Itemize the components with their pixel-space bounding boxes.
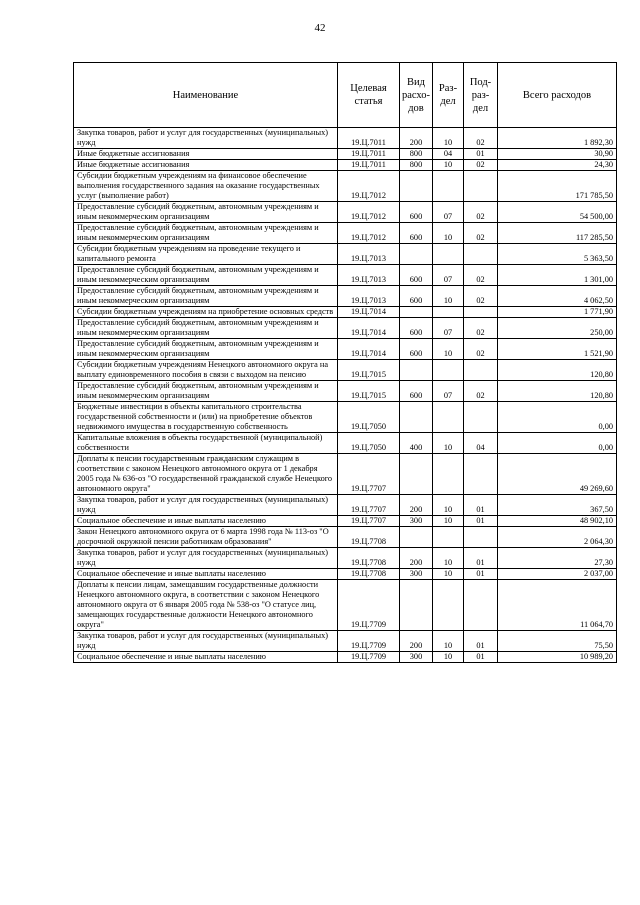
- cell-name: Предоставление субсидий бюджетным, автономным учреждениям и иным некоммерческим организациям: [74, 318, 338, 339]
- cell-article: 19.Ц.7707: [338, 516, 400, 527]
- cell-subsection: [464, 580, 498, 631]
- cell-subsection: [464, 307, 498, 318]
- table-row: [74, 149, 617, 160]
- cell-article: 19.Ц.7014: [338, 307, 400, 318]
- cell-total: 49 269,60: [498, 454, 617, 495]
- cell-total: 0,00: [498, 402, 617, 433]
- cell-expense-type: 800: [400, 149, 433, 160]
- cell-name: Закупка товаров, работ и услуг для государственных (муниципальных) нужд: [74, 128, 338, 149]
- cell-name: Субсидии бюджетным учреждениям Ненецкого автономного округа на выплату единовременного пособия в связи с выходом на пенсию: [74, 360, 338, 381]
- cell-subsection: [464, 171, 498, 202]
- cell-total: 171 785,50: [498, 171, 617, 202]
- cell-subsection: 02: [464, 318, 498, 339]
- cell-subsection: 02: [464, 265, 498, 286]
- cell-section: [433, 402, 464, 433]
- cell-name: Предоставление субсидий бюджетным, автономным учреждениям и иным некоммерческим организациям: [74, 339, 338, 360]
- cell-article: 19.Ц.7709: [338, 580, 400, 631]
- header-article: Целевая статья: [338, 63, 400, 128]
- cell-name: Доплаты к пенсии государственным гражданским служащим в соответствии с законом Ненецкого автономного округа от 1 декабря 2005 года № 636-оз "О государственной гражданской службе Ненецкого автономного округа": [74, 454, 338, 495]
- cell-expense-type: 600: [400, 265, 433, 286]
- cell-subsection: 02: [464, 339, 498, 360]
- cell-total: 1 892,30: [498, 128, 617, 149]
- cell-expense-type: 300: [400, 652, 433, 663]
- cell-total: 4 062,50: [498, 286, 617, 307]
- cell-expense-type: 600: [400, 381, 433, 402]
- cell-expense-type: [400, 244, 433, 265]
- cell-article: 19.Ц.7014: [338, 339, 400, 360]
- cell-name: Закупка товаров, работ и услуг для государственных (муниципальных) нужд: [74, 495, 338, 516]
- header-subsection: Под-раз-дел: [464, 63, 498, 128]
- cell-section: 10: [433, 652, 464, 663]
- table-row: [74, 548, 617, 569]
- cell-section: 10: [433, 548, 464, 569]
- cell-total: 2 037,00: [498, 569, 617, 580]
- cell-section: 10: [433, 569, 464, 580]
- cell-article: 19.Ц.7707: [338, 495, 400, 516]
- cell-subsection: [464, 360, 498, 381]
- cell-total: 30,90: [498, 149, 617, 160]
- cell-total: 120,80: [498, 381, 617, 402]
- cell-name: Капитальные вложения в объекты государственной (муниципальной) собственности: [74, 433, 338, 454]
- cell-total: 75,50: [498, 631, 617, 652]
- table-row: [74, 318, 617, 339]
- cell-article: 19.Ц.7011: [338, 149, 400, 160]
- table-row: [74, 631, 617, 652]
- table-row: [74, 580, 617, 631]
- cell-subsection: 02: [464, 160, 498, 171]
- table-body: [74, 128, 617, 663]
- cell-subsection: 01: [464, 569, 498, 580]
- cell-article: 19.Ц.7013: [338, 286, 400, 307]
- cell-expense-type: [400, 360, 433, 381]
- cell-section: 07: [433, 202, 464, 223]
- table-row: [74, 652, 617, 663]
- cell-expense-type: 200: [400, 128, 433, 149]
- cell-section: 10: [433, 516, 464, 527]
- cell-name: Закупка товаров, работ и услуг для государственных (муниципальных) нужд: [74, 631, 338, 652]
- table-row: [74, 160, 617, 171]
- table-row: [74, 454, 617, 495]
- cell-total: 367,50: [498, 495, 617, 516]
- cell-total: 1 771,90: [498, 307, 617, 318]
- cell-subsection: 04: [464, 433, 498, 454]
- table-row: [74, 128, 617, 149]
- cell-name: Субсидии бюджетным учреждениям на проведение текущего и капитального ремонта: [74, 244, 338, 265]
- cell-section: [433, 580, 464, 631]
- cell-subsection: 01: [464, 652, 498, 663]
- table-row: [74, 495, 617, 516]
- cell-total: 11 064,70: [498, 580, 617, 631]
- cell-total: 48 902,10: [498, 516, 617, 527]
- cell-section: 10: [433, 433, 464, 454]
- table-row: [74, 307, 617, 318]
- cell-article: 19.Ц.7012: [338, 171, 400, 202]
- cell-subsection: 01: [464, 631, 498, 652]
- cell-name: Предоставление субсидий бюджетным, автономным учреждениям и иным некоммерческим организациям: [74, 223, 338, 244]
- cell-section: 07: [433, 318, 464, 339]
- table-row: [74, 569, 617, 580]
- cell-name: Бюджетные инвестиции в объекты капитального строительства государственной собственности и (или) на приобретение объектов недвижимого имущества в государственную собственность: [74, 402, 338, 433]
- cell-subsection: [464, 402, 498, 433]
- cell-expense-type: 800: [400, 160, 433, 171]
- table-header-row: [74, 63, 617, 128]
- cell-total: 120,80: [498, 360, 617, 381]
- header-section: Раз-дел: [433, 63, 464, 128]
- cell-section: 10: [433, 160, 464, 171]
- cell-subsection: 02: [464, 381, 498, 402]
- cell-total: 117 285,50: [498, 223, 617, 244]
- table-row: [74, 286, 617, 307]
- cell-expense-type: 200: [400, 631, 433, 652]
- cell-expense-type: 200: [400, 548, 433, 569]
- budget-table: [73, 62, 617, 663]
- cell-section: 10: [433, 128, 464, 149]
- cell-subsection: 01: [464, 495, 498, 516]
- table-row: [74, 223, 617, 244]
- cell-expense-type: [400, 307, 433, 318]
- cell-name: Социальное обеспечение и иные выплаты населению: [74, 516, 338, 527]
- cell-name: Иные бюджетные ассигнования: [74, 160, 338, 171]
- header-total: Всего расходов: [498, 63, 617, 128]
- cell-section: 10: [433, 286, 464, 307]
- table-row: [74, 381, 617, 402]
- cell-total: 5 363,50: [498, 244, 617, 265]
- table-row: [74, 402, 617, 433]
- cell-total: 27,30: [498, 548, 617, 569]
- cell-subsection: 02: [464, 286, 498, 307]
- table-row: [74, 244, 617, 265]
- cell-total: 10 989,20: [498, 652, 617, 663]
- cell-article: 19.Ц.7050: [338, 433, 400, 454]
- cell-total: 250,00: [498, 318, 617, 339]
- cell-article: 19.Ц.7011: [338, 128, 400, 149]
- cell-name: Иные бюджетные ассигнования: [74, 149, 338, 160]
- cell-expense-type: [400, 402, 433, 433]
- cell-section: 10: [433, 339, 464, 360]
- cell-expense-type: 600: [400, 223, 433, 244]
- cell-subsection: 02: [464, 128, 498, 149]
- cell-name: Предоставление субсидий бюджетным, автономным учреждениям и иным некоммерческим организациям: [74, 381, 338, 402]
- cell-article: 19.Ц.7013: [338, 265, 400, 286]
- cell-article: 19.Ц.7709: [338, 631, 400, 652]
- cell-total: 1 521,90: [498, 339, 617, 360]
- table-row: [74, 360, 617, 381]
- cell-article: 19.Ц.7709: [338, 652, 400, 663]
- cell-name: Закупка товаров, работ и услуг для государственных (муниципальных) нужд: [74, 548, 338, 569]
- cell-subsection: [464, 454, 498, 495]
- cell-section: 07: [433, 381, 464, 402]
- cell-name: Социальное обеспечение и иные выплаты населению: [74, 569, 338, 580]
- cell-expense-type: 300: [400, 516, 433, 527]
- table-row: [74, 516, 617, 527]
- cell-section: [433, 360, 464, 381]
- cell-total: 0,00: [498, 433, 617, 454]
- cell-expense-type: 600: [400, 318, 433, 339]
- cell-expense-type: 200: [400, 495, 433, 516]
- table-row: [74, 339, 617, 360]
- cell-expense-type: 300: [400, 569, 433, 580]
- cell-subsection: 01: [464, 516, 498, 527]
- cell-expense-type: [400, 454, 433, 495]
- cell-article: 19.Ц.7708: [338, 548, 400, 569]
- cell-expense-type: [400, 527, 433, 548]
- cell-name: Субсидии бюджетным учреждениям на приобретение основных средств: [74, 307, 338, 318]
- cell-section: 10: [433, 223, 464, 244]
- cell-expense-type: 400: [400, 433, 433, 454]
- cell-name: Предоставление субсидий бюджетным, автономным учреждениям и иным некоммерческим организациям: [74, 202, 338, 223]
- cell-expense-type: 600: [400, 286, 433, 307]
- cell-article: 19.Ц.7708: [338, 527, 400, 548]
- cell-subsection: [464, 244, 498, 265]
- cell-subsection: [464, 527, 498, 548]
- cell-expense-type: [400, 171, 433, 202]
- table-row: [74, 527, 617, 548]
- cell-article: 19.Ц.7015: [338, 381, 400, 402]
- cell-article: 19.Ц.7014: [338, 318, 400, 339]
- cell-section: 10: [433, 631, 464, 652]
- cell-subsection: 02: [464, 202, 498, 223]
- cell-article: 19.Ц.7012: [338, 223, 400, 244]
- table-row: [74, 171, 617, 202]
- cell-article: 19.Ц.7011: [338, 160, 400, 171]
- cell-subsection: 01: [464, 149, 498, 160]
- cell-subsection: 01: [464, 548, 498, 569]
- cell-total: 2 064,30: [498, 527, 617, 548]
- cell-total: 1 301,00: [498, 265, 617, 286]
- cell-expense-type: [400, 580, 433, 631]
- cell-section: [433, 171, 464, 202]
- cell-section: [433, 454, 464, 495]
- table-row: [74, 433, 617, 454]
- cell-expense-type: 600: [400, 202, 433, 223]
- cell-name: Предоставление субсидий бюджетным, автономным учреждениям и иным некоммерческим организациям: [74, 265, 338, 286]
- header-expense-type: Вид расхо-дов: [400, 63, 433, 128]
- cell-article: 19.Ц.7050: [338, 402, 400, 433]
- cell-section: 07: [433, 265, 464, 286]
- cell-name: Предоставление субсидий бюджетным, автономным учреждениям и иным некоммерческим организациям: [74, 286, 338, 307]
- cell-name: Закон Ненецкого автономного округа от 6 марта 1998 года № 113-оз "О досрочной окружной пенсии работникам образования": [74, 527, 338, 548]
- cell-name: Доплаты к пенсии лицам, замещавшим государственные должности Ненецкого автономного округа, в соответствии с законом Ненецкого автономного округа от 6 января 2005 года № 538-оз "О статусе лиц, замещающих государственные должности Ненецкого автономного округа": [74, 580, 338, 631]
- cell-expense-type: 600: [400, 339, 433, 360]
- cell-section: [433, 244, 464, 265]
- cell-article: 19.Ц.7015: [338, 360, 400, 381]
- page-number: 42: [314, 22, 326, 34]
- cell-section: [433, 307, 464, 318]
- cell-article: 19.Ц.7012: [338, 202, 400, 223]
- cell-article: 19.Ц.7707: [338, 454, 400, 495]
- cell-article: 19.Ц.7013: [338, 244, 400, 265]
- table-row: [74, 265, 617, 286]
- cell-section: [433, 527, 464, 548]
- cell-name: Социальное обеспечение и иные выплаты населению: [74, 652, 338, 663]
- cell-section: 04: [433, 149, 464, 160]
- header-name: Наименование: [74, 63, 338, 128]
- cell-section: 10: [433, 495, 464, 516]
- cell-total: 54 500,00: [498, 202, 617, 223]
- cell-total: 24,30: [498, 160, 617, 171]
- cell-article: 19.Ц.7708: [338, 569, 400, 580]
- cell-subsection: 02: [464, 223, 498, 244]
- table-row: [74, 202, 617, 223]
- cell-name: Субсидии бюджетным учреждениям на финансовое обеспечение выполнения государственного задания на оказание государственных услуг (выполнение работ): [74, 171, 338, 202]
